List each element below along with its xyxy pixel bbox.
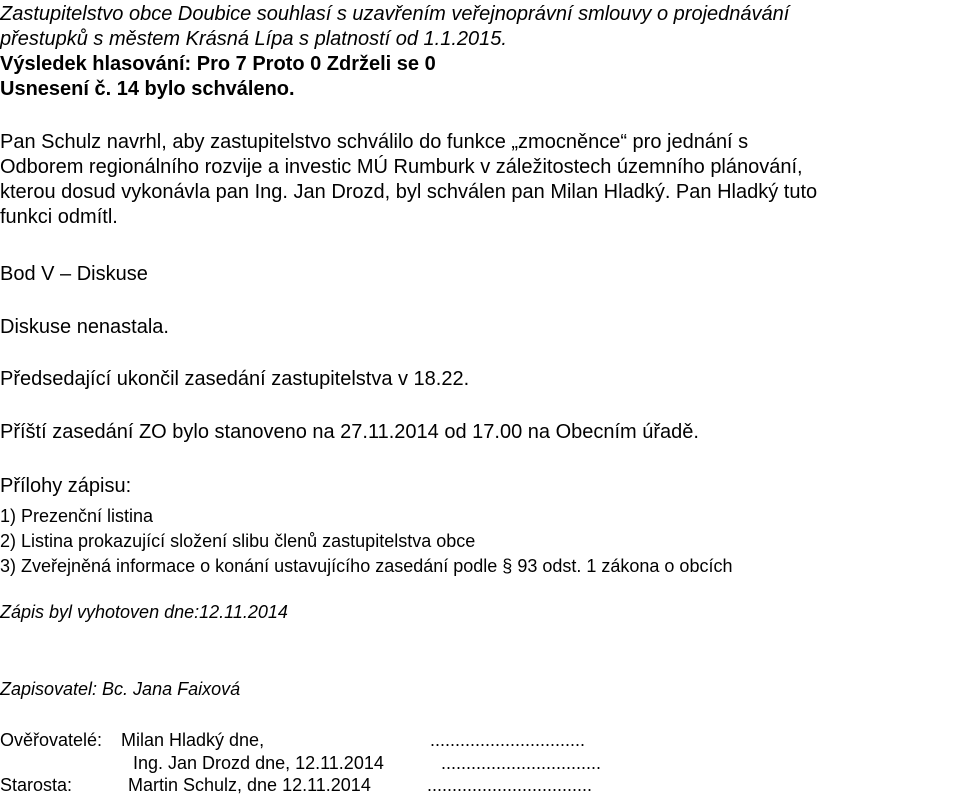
resolution-status: Usnesení č. 14 bylo schváleno. (0, 78, 295, 100)
mayor-label: Starosta: (0, 775, 73, 795)
next-meeting-text: Příští zasedání ZO bylo stanoveno na 27.11.2014 od 17.00 na Obecním úřadě. (0, 421, 699, 443)
attachment-item-3: 3) Zveřejněná informace o konání ustavujícího zasedání podle § 93 odst. 1 zákona o obcích (0, 556, 733, 576)
mayor-signature-line: ................................. (427, 775, 593, 795)
vote-result: Výsledek hlasování: Pro 7 Proto 0 Zdrželi se 0 (0, 53, 436, 75)
mayor-name: Martin Schulz, dne 12.11.2014 (128, 775, 371, 795)
schulz-paragraph-line-1: Pan Schulz navrhl, aby zastupitelstvo schválilo do funkce „zmocněnce“ pro jednání s (0, 131, 749, 153)
attachments-heading: Přílohy zápisu: (0, 475, 132, 497)
attachment-item-2: 2) Listina prokazující složení slibu členů zastupitelstva obce (0, 531, 476, 551)
intro-line-1: Zastupitelstvo obce Doubice souhlasí s uzavřením veřejnoprávní smlouvy o projednávání (0, 3, 790, 25)
recorder: Zapisovatel: Bc. Jana Faixová (0, 679, 241, 699)
record-date: Zápis byl vyhotoven dne:12.11.2014 (0, 602, 288, 622)
mayor-row (0, 773, 960, 796)
schulz-paragraph-line-3: kterou dosud vykonávla pan Ing. Jan Drozd, byl schválen pan Milan Hladký. Pan Hladký tuto (0, 181, 818, 203)
attachment-item-1: 1) Prezenční listina (0, 506, 154, 526)
meeting-ended-text: Předsedající ukončil zasedání zastupitelstva v 18.22. (0, 368, 470, 390)
intro-line-2: přestupků s městem Krásná Lípa s platností od 1.1.2015. (0, 28, 507, 50)
verifier-row-1 (0, 728, 960, 753)
schulz-paragraph-line-2: Odborem regionálního rozvije a investic MÚ Rumburk v záležitostech územního plánování, (0, 156, 803, 178)
section-v-text: Diskuse nenastala. (0, 316, 169, 338)
section-v-heading: Bod V – Diskuse (0, 263, 148, 285)
verifier-1-name: Milan Hladký dne, (121, 730, 265, 750)
verifier-1-signature-line: ............................... (430, 730, 586, 750)
verifier-2-signature-line: ................................ (441, 753, 602, 773)
schulz-paragraph-line-4: funkci odmítl. (0, 206, 118, 228)
verifiers-label: Ověřovatelé: (0, 730, 103, 750)
verifier-2-name: Ing. Jan Drozd dne, 12.11.2014 (133, 753, 384, 773)
